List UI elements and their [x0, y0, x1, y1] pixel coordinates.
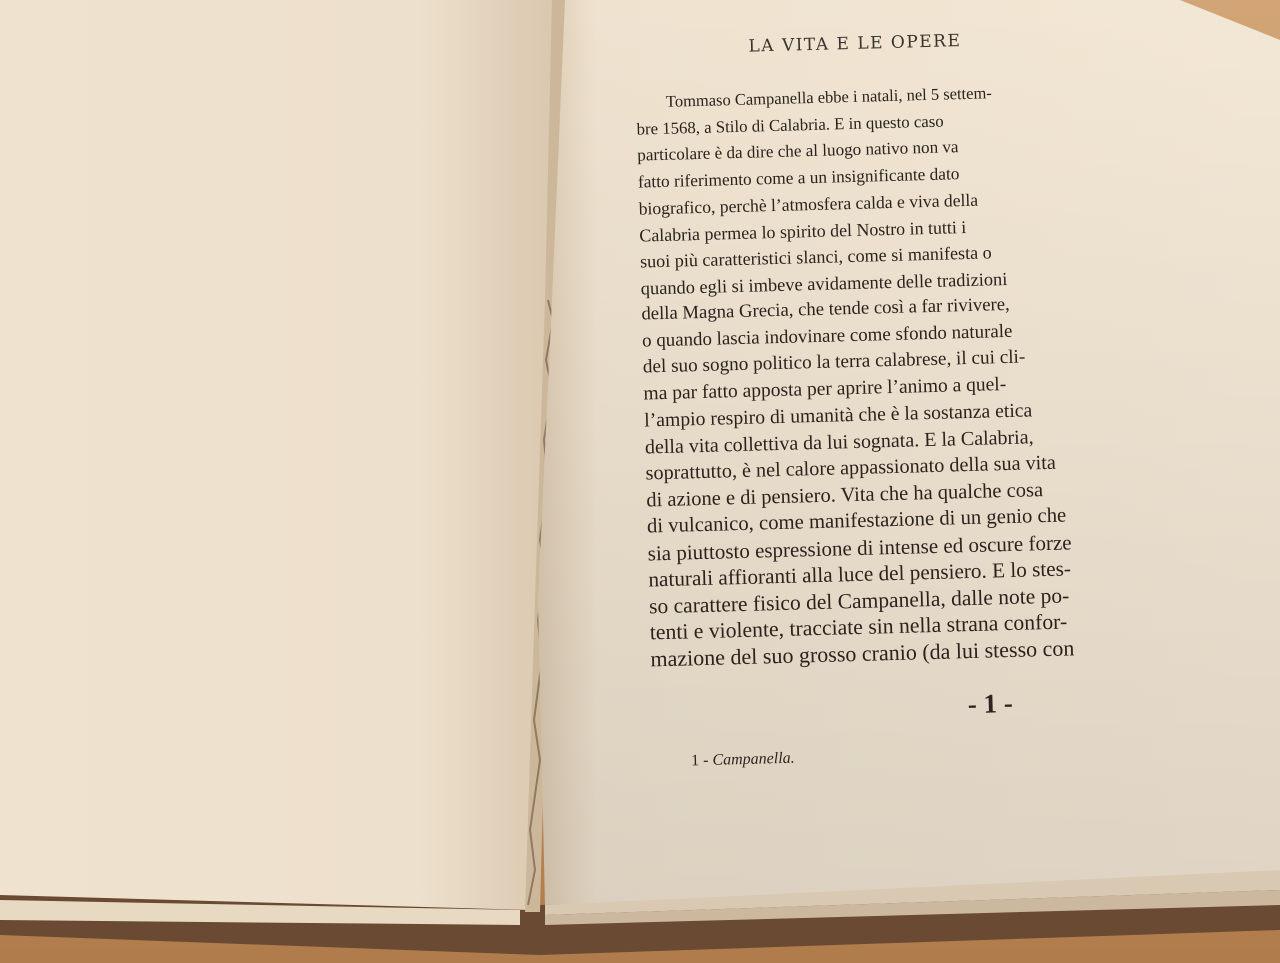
text-line: quando egli si imbeve avidamente delle tradizioni — [640, 268, 1008, 299]
text-line: tenti e violente, tracciate sin nella strana confor- — [649, 609, 1068, 645]
text-line: particolare è da dire che al luogo nativo non va — [637, 137, 959, 165]
left-page — [0, 0, 560, 910]
signature-separator: - — [702, 751, 709, 770]
text-line: ma par fatto apposta per aprire l’animo a quel- — [643, 373, 1007, 405]
text-line: Tommaso Campanella ebbe i natali, nel 5 settem- — [665, 83, 993, 111]
signature-title: Campanella. — [712, 749, 795, 769]
running-head: LA VITA E LE OPERE — [748, 31, 962, 57]
text-line: di azione e di pensiero. Vita che ha qualche cosa — [646, 478, 1044, 511]
signature-mark — [691, 750, 795, 771]
body-text — [636, 73, 1280, 673]
text-line: l’ampio respiro di umanità che è la sostanza etica — [643, 399, 1033, 432]
text-line: della Magna Grecia, che tende così a far rivivere, — [641, 293, 1010, 325]
text-line: so carattere fisico del Campanella, dalle note po- — [648, 582, 1070, 618]
text-line: della vita collettiva da lui sognata. E la Calabria, — [644, 425, 1034, 458]
text-line: Calabria permea lo spirito del Nostro in tutti i — [639, 216, 967, 246]
right-page-text — [620, 13, 1280, 810]
text-line: del suo sogno politico la terra calabrese, il cui cli- — [642, 346, 1026, 378]
text-line: di vulcanico, come manifestazione di un genio che — [646, 504, 1067, 538]
text-line: o quando lascia indovinare come sfondo naturale — [641, 320, 1013, 352]
text-line: mazione del suo grosso cranio (da lui stesso con — [650, 634, 1075, 671]
text-line: sia piuttosto espressione di intense ed oscure forze — [647, 529, 1072, 565]
text-line: biografico, perchè l’atmosfera calda e viva della — [638, 189, 979, 219]
text-line: suoi più caratteristici slanci, come si manifesta o — [639, 242, 992, 272]
text-line: soprattutto, è nel calore appassionato della sua vita — [645, 451, 1057, 485]
text-line: bre 1568, a Stilo di Calabria. E in questo caso — [636, 111, 944, 139]
text-line: naturali affioranti alla luce del pensiero. E lo stes- — [648, 556, 1072, 592]
signature-number: 1 — [690, 752, 700, 770]
text-line: fatto riferimento come a un insignificante dato — [637, 163, 960, 192]
page-number: - 1 - — [967, 687, 1014, 720]
